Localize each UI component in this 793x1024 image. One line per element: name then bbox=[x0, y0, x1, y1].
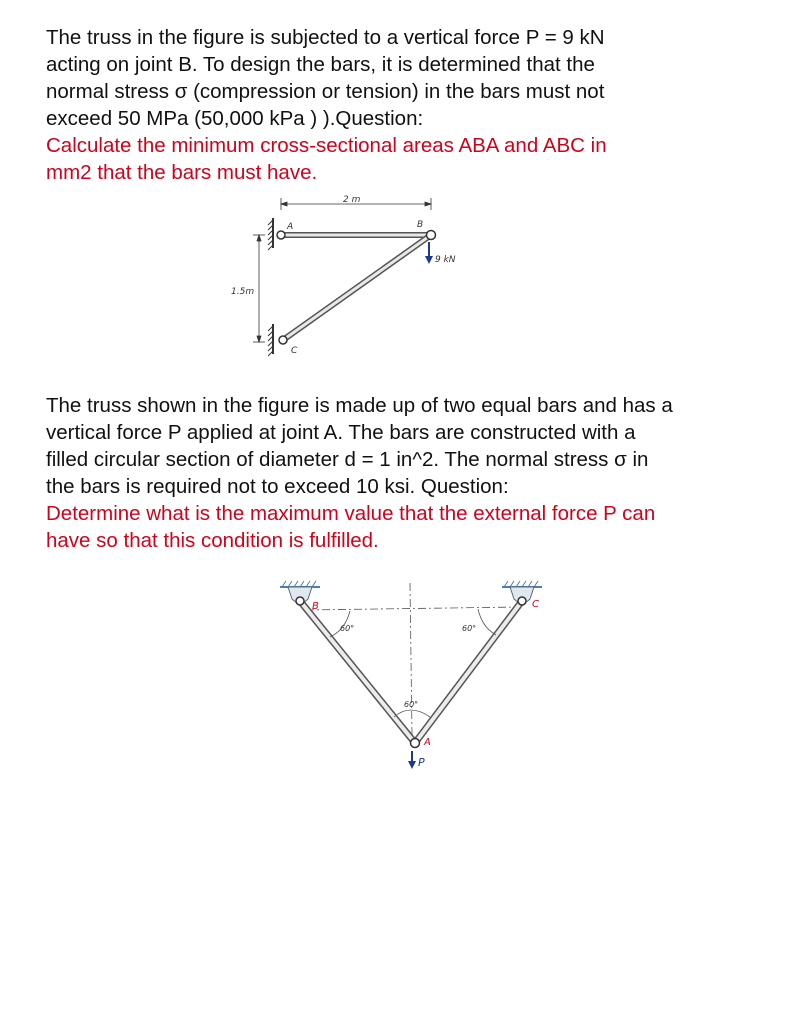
force-p-label: P bbox=[418, 756, 425, 769]
truss-figure-1 bbox=[225, 192, 475, 367]
bar-ac bbox=[415, 601, 522, 743]
problem-2-line: vertical force P applied at joint A. The bars are constructed with a bbox=[46, 421, 636, 444]
problem-1-statement bbox=[46, 24, 761, 132]
dimension-1-5m-label: 1.5m bbox=[231, 287, 255, 297]
dimension-vertical bbox=[253, 235, 265, 342]
problem-1-line: normal stress σ (compression or tension) in the bars must not bbox=[46, 80, 605, 103]
pin-c bbox=[518, 597, 526, 605]
wall-support-c bbox=[268, 324, 273, 356]
problem-1-line: acting on joint B. To design the bars, it is determined that the bbox=[46, 53, 595, 76]
truss-figure-2 bbox=[270, 575, 560, 775]
problem-2-question bbox=[46, 500, 761, 554]
problem-1-question bbox=[46, 132, 761, 186]
angle-bottom-label: 60° bbox=[404, 700, 419, 709]
problem-2-statement bbox=[46, 392, 761, 500]
problem-2-line: The truss shown in the figure is made up of two equal bars and has a bbox=[46, 394, 673, 417]
horizontal-centerline bbox=[306, 607, 520, 610]
pin-a bbox=[277, 231, 285, 239]
problem-2-question-line: have so that this condition is fulfilled. bbox=[46, 529, 379, 552]
joint-c-label: C bbox=[532, 599, 539, 610]
pin-c bbox=[279, 336, 287, 344]
angle-left-label: 60° bbox=[340, 624, 355, 633]
load-label: 9 kN bbox=[435, 255, 456, 265]
joint-c-label: C bbox=[291, 346, 298, 356]
problem-2-question-line: Determine what is the maximum value that the external force P can bbox=[46, 502, 656, 525]
dimension-2m-label: 2 m bbox=[343, 195, 361, 205]
pin-b bbox=[427, 231, 436, 240]
joint-a-label: A bbox=[287, 222, 294, 232]
problem-1-question-line: mm2 that the bars must have. bbox=[46, 161, 318, 184]
load-arrow-icon bbox=[425, 242, 433, 264]
problem-2-line: the bars is required not to exceed 10 ksi. Question: bbox=[46, 475, 509, 498]
angle-right-label: 60° bbox=[462, 624, 477, 633]
joint-a-label: A bbox=[424, 737, 431, 748]
joint-b-label: B bbox=[417, 220, 424, 230]
bar-ab bbox=[300, 601, 415, 743]
angle-arc-right bbox=[478, 609, 496, 635]
joint-b-label: B bbox=[312, 601, 319, 612]
pin-b bbox=[296, 597, 304, 605]
load-arrow-icon bbox=[408, 751, 416, 769]
bar-bc bbox=[283, 235, 431, 340]
problem-1-line: exceed 50 MPa (50,000 kPa ) ).Question: bbox=[46, 107, 424, 130]
pin-a bbox=[411, 739, 420, 748]
problem-2-line: filled circular section of diameter d = 1 in^2. The normal stress σ in bbox=[46, 448, 649, 471]
problem-1-question-line: Calculate the minimum cross-sectional areas ABA and ABC in bbox=[46, 134, 607, 157]
vertical-centerline bbox=[410, 583, 412, 735]
wall-support-a bbox=[268, 218, 273, 250]
problem-1-line: The truss in the figure is subjected to a vertical force P = 9 kN bbox=[46, 26, 605, 49]
